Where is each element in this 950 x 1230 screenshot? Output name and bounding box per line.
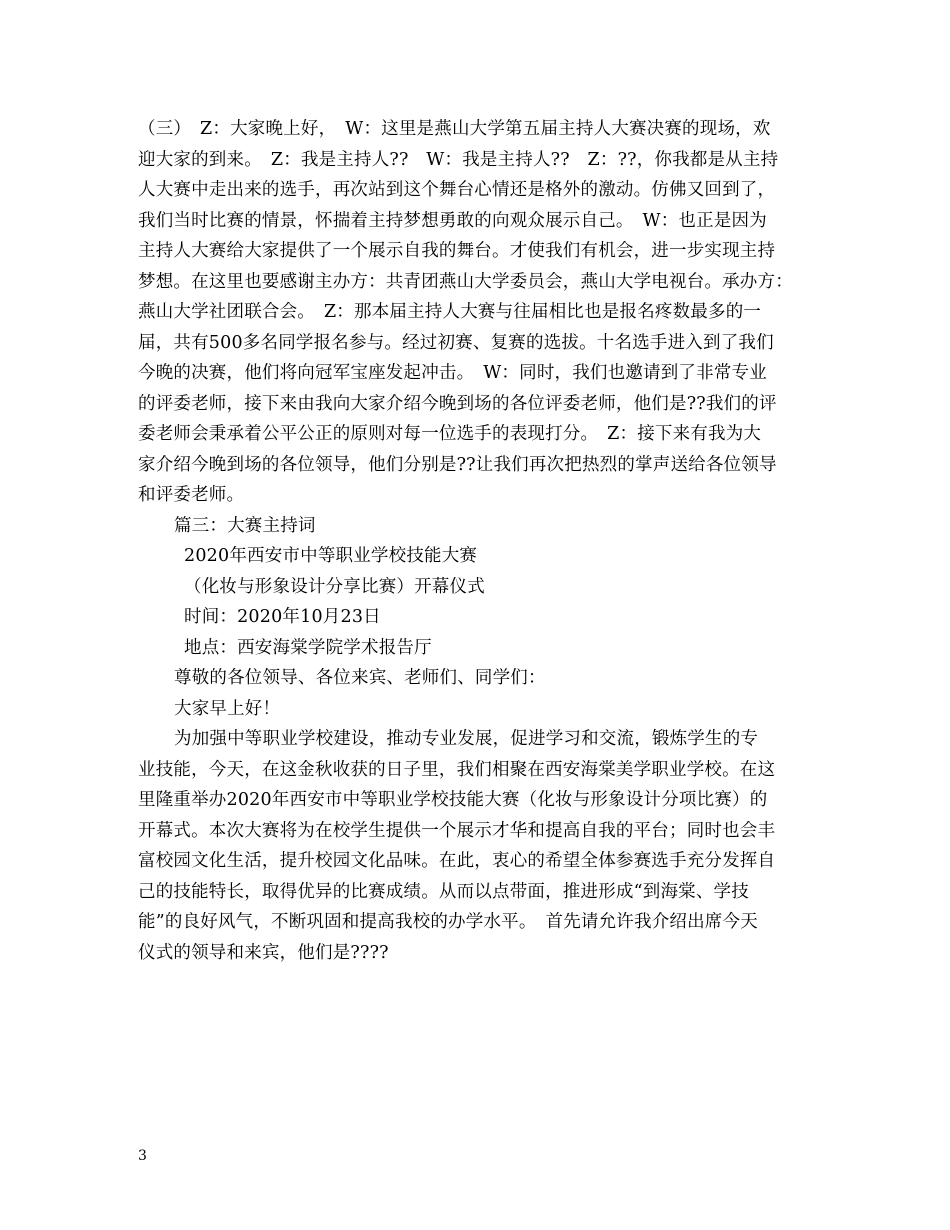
text-line: 人大赛中走出来的选手，再次站到这个舞台心情还是格外的激动。仿佛又回到了， [138, 180, 776, 200]
text-line: 富校园文化生活，提升校园文化品味。在此，衷心的希望全体参赛选手充分发挥自 [138, 851, 776, 871]
document-body [138, 114, 824, 968]
salutation: 尊敬的各位领导、各位来宾、老师们、同学们： [174, 668, 546, 688]
greeting: 大家早上好！ [174, 698, 281, 719]
event-place: 地点：西安海棠学院学术报告厅 [184, 637, 432, 658]
event-time: 时间：2020年10月23日 [184, 607, 381, 627]
event-title-line-2: （化妆与形象设计分享比赛）开幕仪式 [184, 576, 485, 597]
section-title: 篇三：大赛主持词 [174, 515, 316, 536]
page-number: 3 [138, 1148, 147, 1164]
text-line: （三） Z：大家晚上好， W：这里是燕山大学第五届主持人大赛决赛的现场，欢 [138, 119, 771, 139]
speech-paragraph [138, 724, 824, 968]
text-line: 和评委老师。 [138, 485, 245, 505]
text-line: 主持人大赛给大家提供了一个展示自我的舞台。才使我们有机会，进一步实现主持 [138, 241, 776, 261]
text-line: 届，共有500多名同学报名参与。经过初赛、复赛的选拔。十名选手进入到了我们 [138, 332, 774, 353]
text-line: 梦想。在这里也要感谢主办方：共青团燕山大学委员会，燕山大学电视台。承办方： [138, 271, 793, 292]
text-line: 的评委老师，接下来由我向大家介绍今晚到场的各位评委老师，他们是??我们的评 [138, 393, 777, 414]
dialogue-paragraph [138, 114, 824, 511]
text-line: 仪式的领导和来宾，他们是???? [138, 942, 389, 963]
text-line: 委老师会秉承着公平公正的原则对每一位选手的表现打分。 Z：接下来有我为大 [138, 424, 762, 444]
text-line: 开幕式。本次大赛将为在校学生提供一个展示才华和提高自我的平台；同时也会丰 [138, 820, 776, 841]
text-line: 里隆重举办2020年西安市中等职业学校技能大赛（化妆与形象设计分项比赛）的 [138, 790, 768, 810]
text-line: 能”的良好风气，不断巩固和提高我校的办学水平。 首先请允许我介绍出席今天 [138, 912, 758, 932]
text-line: 为加强中等职业学校建设，推动专业发展，促进学习和交流，锻炼学生的专 [174, 729, 759, 749]
text-line: 家介绍今晚到场的各位领导，他们分别是??让我们再次把热烈的掌声送给各位领导 [138, 454, 777, 475]
text-line: 业技能，今天，在这金秋收获的日子里，我们相聚在西安海棠美学职业学校。在这 [138, 759, 776, 780]
text-line: 燕山大学社团联合会。 Z：那本届主持人大赛与往届相比也是报名疼数最多的一 [138, 302, 762, 322]
event-title-line-1: 2020年西安市中等职业学校技能大赛 [184, 546, 478, 566]
text-line: 己的技能特长，取得优异的比赛成绩。从而以点带面，推进形成“到海棠、学技 [138, 881, 749, 902]
text-line: 迎大家的到来。 Z：我是主持人?? W：我是主持人?? Z：??，你我都是从主持 [138, 149, 779, 170]
text-line: 我们当时比赛的情景，怀揣着主持梦想勇敢的向观众展示自己。 W：也正是因为 [138, 210, 767, 231]
text-line: 今晚的决赛，他们将向冠军宝座发起冲击。 W：同时，我们也邀请到了非常专业 [138, 363, 767, 383]
